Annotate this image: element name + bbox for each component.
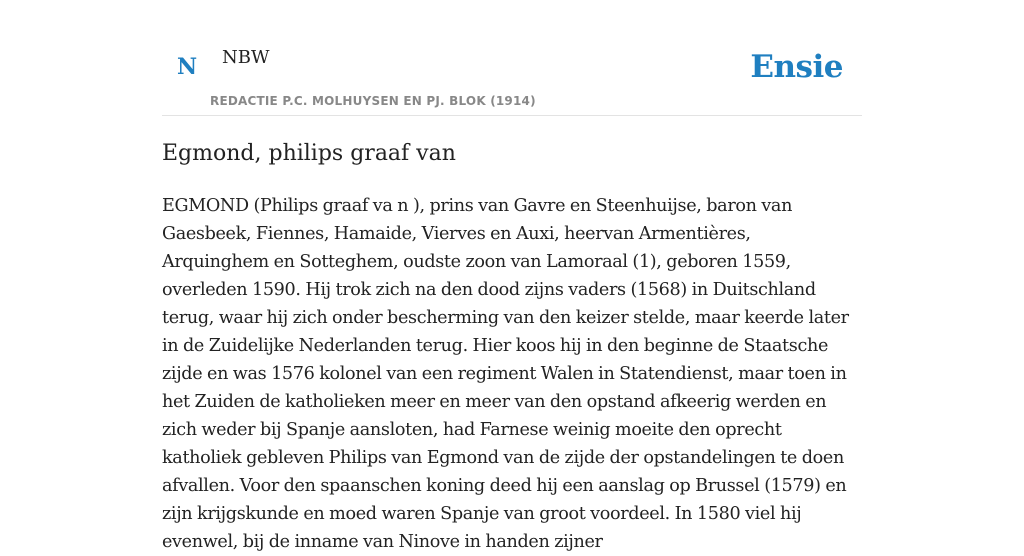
brand-logo[interactable]: Ensie — [750, 49, 843, 85]
article-body: EGMOND (Philips graaf va n ), prins van Gavre en Steenhuijse, baron van Gaesbeek, Fiennes, Hamaide, Vierves en Auxi, heervan Armentières, Arquinghem en Sotteghem, oudste zoon van Lamoraal (1), geboren 1559, overleden 1590. Hij trok zich na den dood zijns vaders (1568) in Duitschland terug, waar hij zich onder bescherming van den keizer stelde, maar keerde later in de Zuidelijke Nederlanden terug. Hier koos hij in den beginne de Staatsche zijde en was 1576 kolonel van een regiment Walen in Statendienst, maar toen in het Zuiden de katholieken meer en meer van den opstand afkeerig werden en zich weder bij Spanje aansloten, had Farnese weinig moeite den oprecht katholiek gebleven Philips van Egmond van de zijde der opstandelingen te doen afvallen. Voor den spaanschen koning deed hij een aanslag op Brussel (1579) en zijn krijgskunde en moed waren Spanje van groot voordeel. In 1580 viel hij evenwel, bij de inname van Ninove in handen zijner — [162, 196, 849, 552]
article-title: Egmond, philips graaf van — [162, 141, 456, 166]
content-container — [162, 0, 862, 552]
source-logo[interactable]: N — [177, 54, 198, 80]
source-header — [162, 0, 862, 116]
source-name[interactable]: NBW — [222, 47, 270, 68]
source-subtitle: REDACTIE P.C. MOLHUYSEN EN PJ. BLOK (1914) — [210, 94, 536, 108]
